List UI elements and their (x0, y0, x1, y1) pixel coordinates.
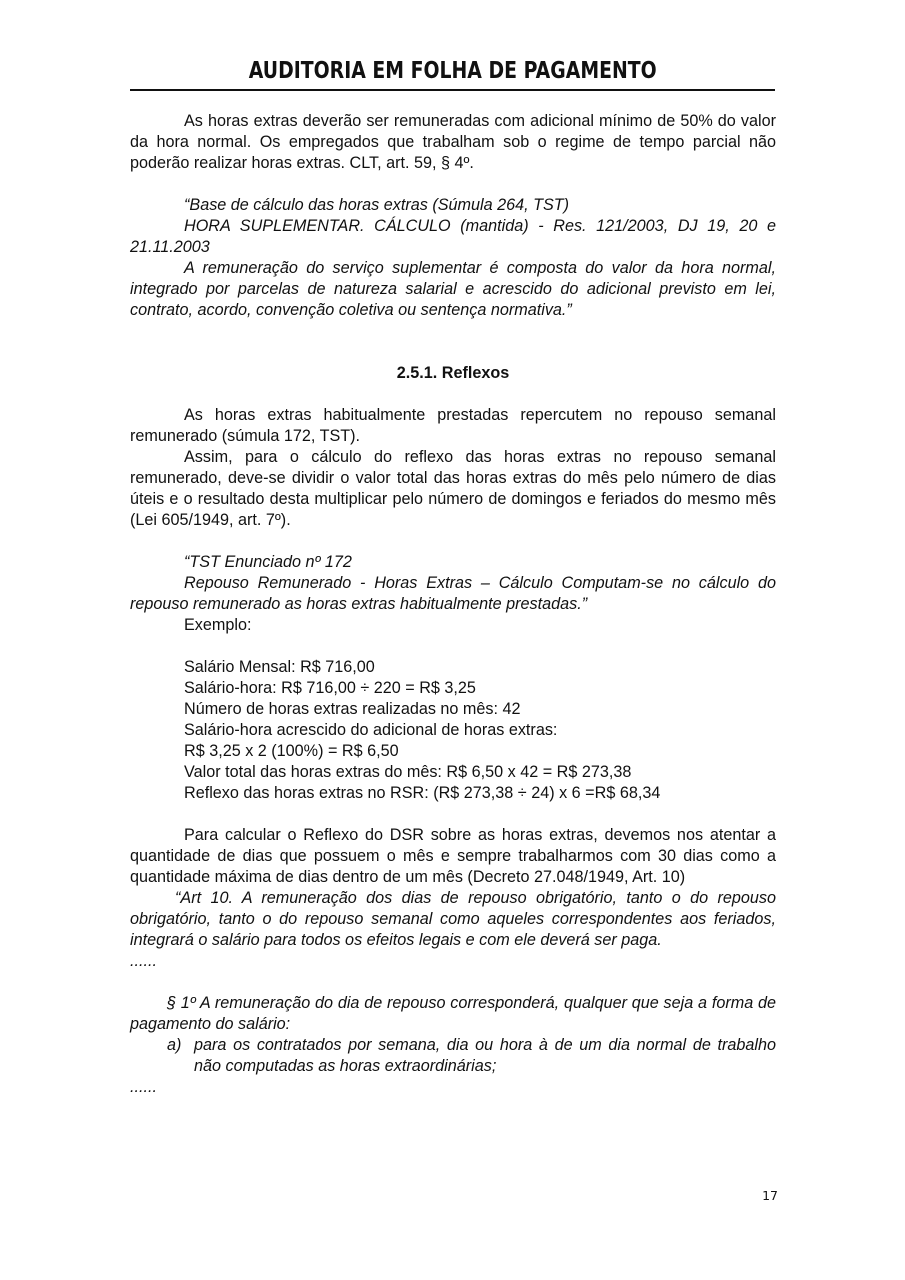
paragraph-habitual-overtime: As horas extras habitualmente prestadas repercutem no repouso semanal remunerado (súmula 172, TST). (130, 406, 776, 445)
example-line: Valor total das horas extras do mês: R$ 6,50 x 42 = R$ 273,38 (184, 763, 632, 781)
header-underline (130, 89, 775, 91)
spacer (130, 321, 776, 342)
spacer (130, 636, 776, 657)
list-marker: a) (167, 1036, 182, 1054)
example-line: Salário Mensal: R$ 716,00 (184, 658, 375, 676)
example-line: Reflexo das horas extras no RSR: (R$ 273,38 ÷ 24) x 6 =R$ 68,34 (184, 784, 661, 802)
list-item-a (130, 1035, 776, 1077)
quote-art-10: “Art 10. A remuneração dos dias de repouso obrigatório, tanto o do repouso obrigatório, tanto o do repouso semanal como aqueles correspondentes aos feriados, integrará o salário para todos os efeitos legais e com ele deverá ser paga. (130, 889, 776, 949)
example-line: R$ 3,25 x 2 (100%) = R$ 6,50 (184, 742, 399, 760)
quote-remuneracao-suplementar: A remuneração do serviço suplementar é composta do valor da hora normal, integrado por parcelas de natureza salarial e acrescido do adicional previsto em lei, contrato, acordo, convenção coletiva ou sentença normativa.” (130, 259, 776, 319)
spacer (130, 384, 776, 405)
spacer (130, 342, 776, 363)
document-body (130, 111, 776, 1098)
spacer (130, 972, 776, 993)
example-line: Salário-hora acrescido do adicional de horas extras: (184, 721, 558, 739)
quote-title-enunciado-172: “TST Enunciado nº 172 (184, 553, 352, 571)
spacer (130, 174, 776, 195)
example-line: Número de horas extras realizadas no mês: 42 (184, 700, 521, 718)
header-title: AUDITORIA EM FOLHA DE PAGAMENTO (248, 58, 657, 84)
quote-paragraph-1: § 1º A remuneração do dia de repouso corresponderá, qualquer que seja a forma de pagamento do salário: (130, 994, 776, 1033)
ellipsis: ...... (130, 1078, 157, 1096)
section-heading: 2.5.1. Reflexos (396, 364, 510, 382)
paragraph-dsr-reflex: Para calcular o Reflexo do DSR sobre as horas extras, devemos nos atentar a quantidade de dias que possuem o mês e sempre trabalharmos com 30 dias como a quantidade máxima de dias dentro de um mês (Decreto 27.048/1949, Art. 10) (130, 826, 776, 886)
list-item-text: para os contratados por semana, dia ou hora à de um dia normal de trabalho não computadas as horas extraordinárias; (194, 1036, 776, 1075)
quote-title-sumula-264: “Base de cálculo das horas extras (Súmula 264, TST) (184, 196, 570, 214)
spacer (130, 531, 776, 552)
page-number: 17 (762, 1188, 778, 1203)
quote-hora-suplementar: HORA SUPLEMENTAR. CÁLCULO (mantida) - Res. 121/2003, DJ 19, 20 e 21.11.2003 (130, 217, 776, 256)
paragraph-reflex-calculation: Assim, para o cálculo do reflexo das horas extras no repouso semanal remunerado, deve-se dividir o valor total das horas extras do mês pelo número de dias úteis e o resultado desta multiplicar pelo número de domingos e feriados do mesmo mês (Lei 605/1949, art. 7º). (130, 448, 776, 529)
running-header (130, 58, 775, 84)
spacer (130, 804, 776, 825)
example-line: Salário-hora: R$ 716,00 ÷ 220 = R$ 3,25 (184, 679, 476, 697)
ellipsis: ...... (130, 952, 157, 970)
paragraph-overtime-rules: As horas extras deverão ser remuneradas com adicional mínimo de 50% do valor da hora normal. Os empregados que trabalham sob o regime de tempo parcial não poderão realizar horas extras. CLT, art. 59, § 4º. (130, 112, 776, 172)
example-calculation (130, 657, 776, 804)
quote-repouso-remunerado: Repouso Remunerado - Horas Extras – Cálculo Computam-se no cálculo do repouso remunerado as horas extras habitualmente prestadas.” (130, 574, 776, 613)
example-label: Exemplo: (184, 616, 252, 634)
